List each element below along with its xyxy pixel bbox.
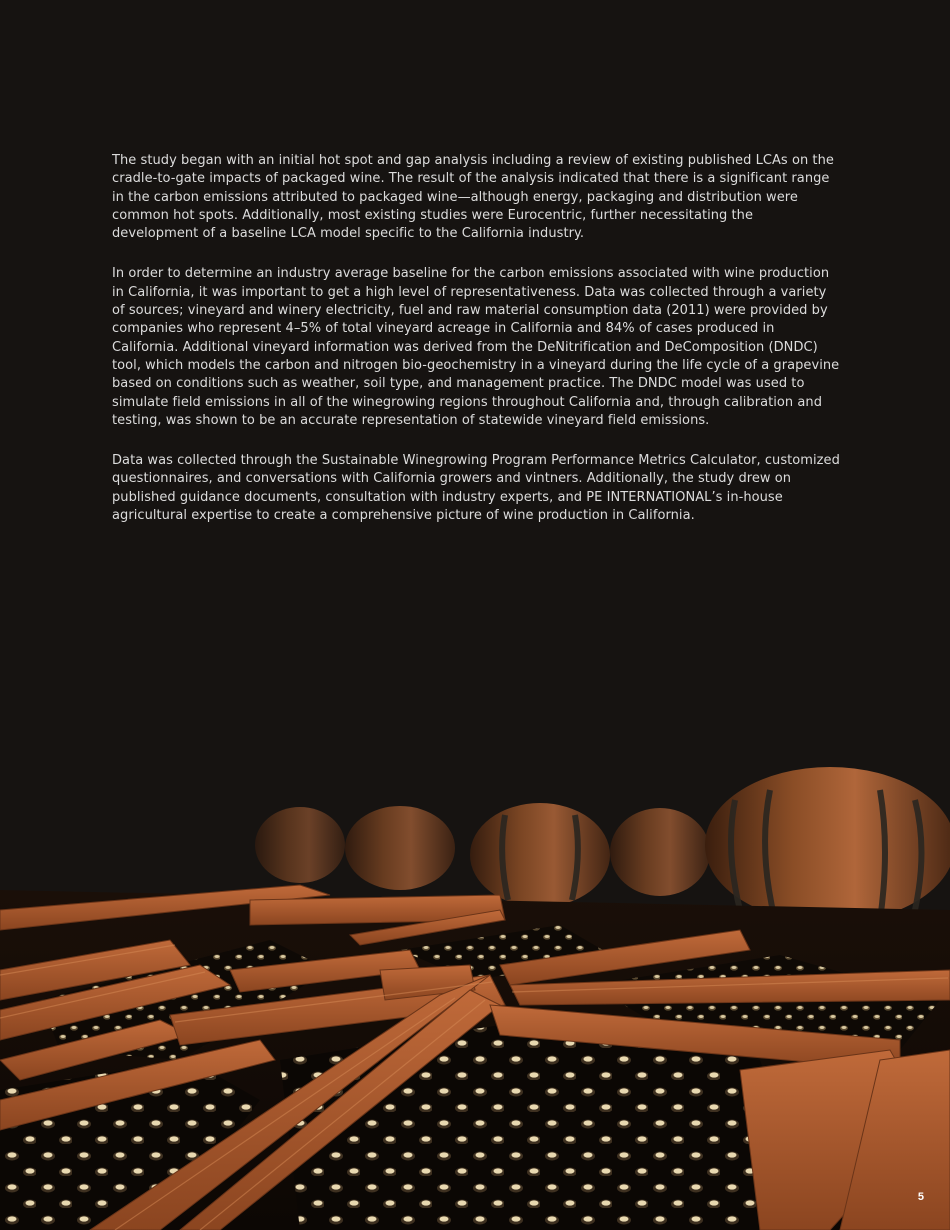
wine-cellar-photo	[0, 760, 950, 1230]
paragraph-1: The study began with an initial hot spot and gap analysis including a review of existing published LCAs on the cradle-to-gate impacts of packaged wine. The result of the analysis indicated that there is a significant range in the carbon emissions attributed to packaged wine—although energy, packaging and distribution were common hot spots. Additionally, most existing studies were Eurocentric, further necessitating the development of a baseline LCA model specific to the California industry.	[112, 153, 834, 242]
paragraph-2: In order to determine an industry average baseline for the carbon emissions associated with wine production in California, it was important to get a high level of representativeness. Data was collected through a variety of sources; vineyard and winery electricity, fuel and raw material consumption data (2011) were provided by companies who represent 4–5% of total vineyard acreage in California and 84% of cases produced in California. Additional vineyard information was derived from the DeNitrification and DeComposition (DNDC) tool, which models the carbon and nitrogen bio-geochemistry in a vineyard during the life cycle of a grapevine based on conditions such as weather, soil type, and management practice. The DNDC model was used to simulate field emissions in all of the winegrowing regions throughout California and, through calibration and testing, was shown to be an accurate representation of statewide vineyard field emissions.	[112, 266, 840, 428]
paragraph-3: Data was collected through the Sustainable Winegrowing Program Performance Metrics Calculator, customized questionnaires, and conversations with California growers and vintners. Additionally, the study drew on published guidance documents, consultation with industry experts, and PE INTERNATIONAL’s in-house agricultural expertise to create a comprehensive picture of wine production in California.	[112, 453, 840, 524]
body-text	[112, 152, 842, 547]
page-number: 5	[917, 1191, 924, 1203]
